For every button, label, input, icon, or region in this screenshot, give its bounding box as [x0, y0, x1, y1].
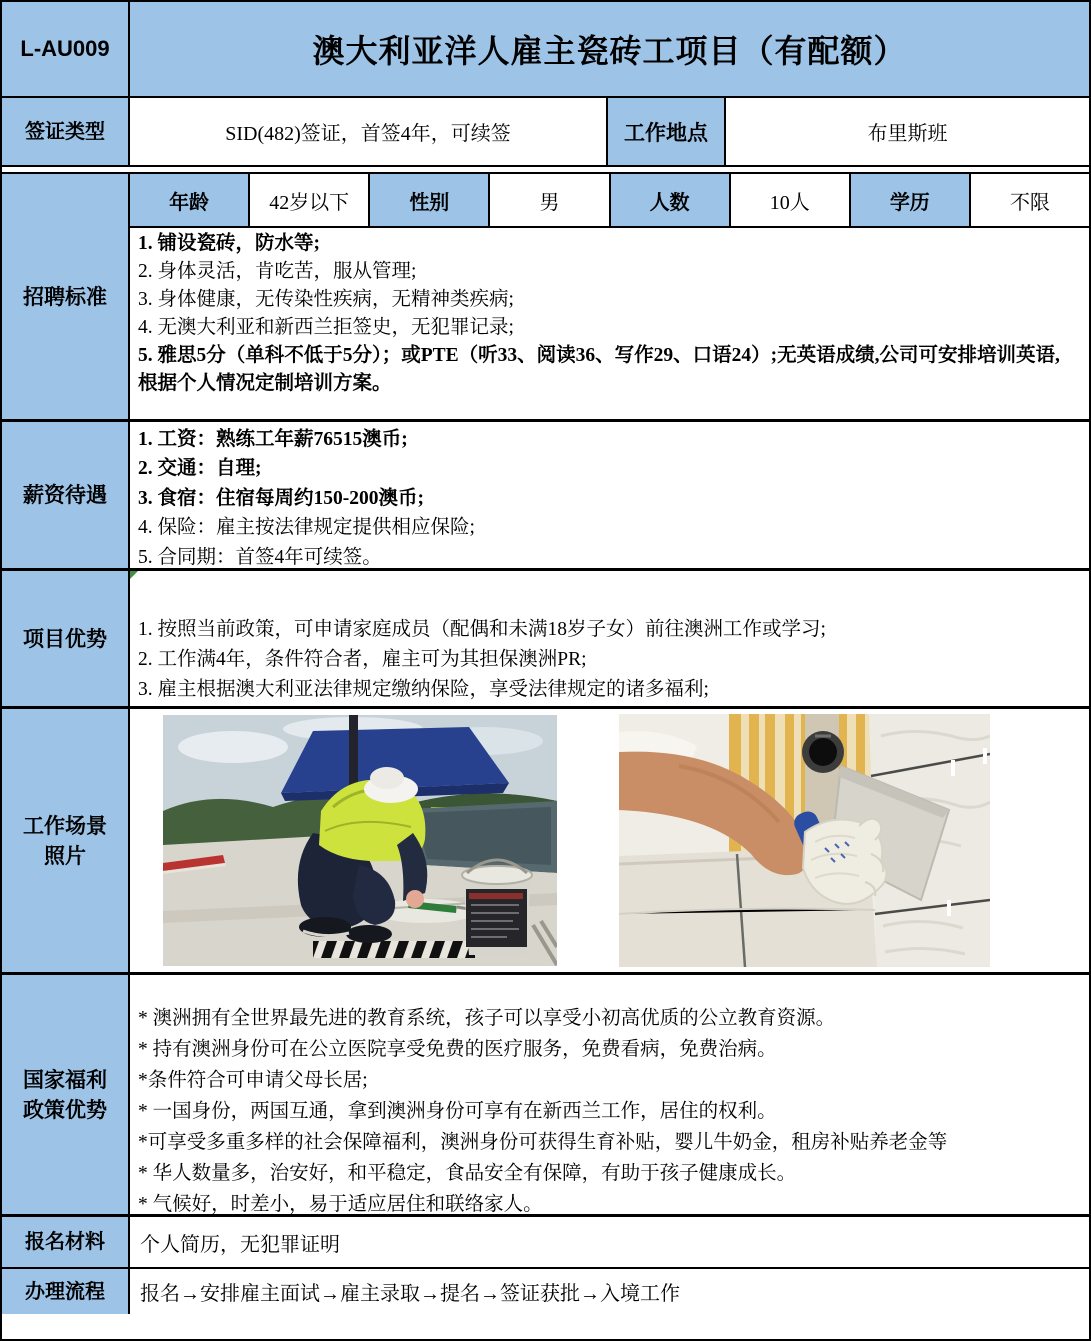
welfare-item: *条件符合可申请父母长居;: [138, 1070, 368, 1091]
salary-item: 4. 保险：雇主按法律规定提供相应保险;: [138, 517, 475, 538]
visa-row: [2, 98, 1089, 167]
headcount-value: 10人: [731, 174, 851, 226]
requirement-item: 3. 身体健康，无传染性疾病，无精神类疾病;: [138, 289, 514, 310]
requirement-item: 4. 无澳大利亚和新西兰拒签史，无犯罪记录;: [138, 317, 514, 338]
requirements-content: [130, 228, 1089, 419]
advantages-label: 项目优势: [2, 571, 130, 706]
salary-content: [130, 422, 1089, 568]
welfare-label-line1: 国家福利: [23, 1067, 107, 1092]
cell-corner-indicator: [130, 571, 138, 579]
gender-value: 男: [490, 174, 610, 226]
requirements-section: [2, 172, 1089, 422]
requirements-label: 招聘标准: [2, 174, 130, 419]
welfare-item: * 华人数量多，治安好，和平稳定，食品安全有保障，有助于孩子健康成长。: [138, 1163, 797, 1184]
requirement-item: 2. 身体灵活，肯吃苦，服从管理;: [138, 261, 417, 282]
salary-section: [2, 422, 1089, 571]
advantages-section: [2, 571, 1089, 709]
work-location-value: 布里斯班: [867, 123, 948, 145]
welfare-item: * 澳洲拥有全世界最先进的教育系统，孩子可以享受小初高优质的公立教育资源。: [138, 1008, 836, 1029]
advantage-item: 2. 工作满4年，条件符合者，雇主可为其担保澳洲PR;: [138, 649, 587, 670]
advantage-item: 3. 雇主根据澳大利亚法律规定缴纳保险，享受法律规定的诸多福利;: [138, 679, 709, 700]
visa-type-label: 签证类型: [2, 98, 130, 165]
salary-label: 薪资待遇: [2, 422, 130, 568]
process-label: 办理流程: [2, 1269, 130, 1314]
welfare-item: *可享受多重多样的社会保障福利，澳洲身份可获得生育补贴，婴儿牛奶金，租房补贴养老金等: [138, 1132, 948, 1153]
welfare-item: * 气候好，时差小，易于适应居住和联络家人。: [138, 1194, 543, 1215]
welfare-item: * 一国身份，两国互通，拿到澳洲身份可享有在新西兰工作，居住的权利。: [138, 1101, 777, 1122]
welfare-section: [2, 975, 1089, 1217]
salary-item: 5. 合同期：首签4年可续签。: [138, 546, 382, 568]
visa-type-value: SID(482)签证，首签4年，可续签: [130, 98, 608, 165]
age-label: 年龄: [130, 174, 250, 226]
gender-label: 性别: [370, 174, 490, 226]
page-title: 澳大利亚洋人雇主瓷砖工项目（有配额）: [130, 2, 1089, 96]
process-row: [2, 1269, 1089, 1314]
wall-tile-installation-photo: [619, 714, 990, 967]
welfare-item: * 持有澳洲身份可在公立医院享受免费的医疗服务，免费看病，免费治病。: [138, 1039, 777, 1060]
welfare-label: [2, 975, 130, 1214]
salary-item: 1. 工资：熟练工年薪76515澳币;: [138, 428, 408, 450]
welfare-label-line2: 政策优势: [23, 1097, 107, 1122]
title-row: [2, 2, 1089, 98]
materials-value: 个人简历，无犯罪证明: [140, 1233, 340, 1256]
photos-content: [130, 709, 1089, 972]
rooftop-waterproofing-photo: [163, 715, 557, 966]
attributes-row: [130, 174, 1089, 228]
salary-item: 2. 交通：自理;: [138, 458, 262, 479]
photos-label: [2, 709, 130, 972]
salary-item: 3. 食宿：住宿每周约150-200澳币;: [138, 487, 424, 509]
photos-label-line2: 照片: [44, 843, 86, 868]
work-location-label: 工作地点: [608, 98, 726, 165]
project-code: L-AU009: [2, 2, 130, 96]
age-value: 42岁以下: [250, 174, 370, 226]
materials-row: [2, 1217, 1089, 1269]
welfare-content: [130, 975, 1089, 1214]
education-label: 学历: [851, 174, 971, 226]
photos-section: [2, 709, 1089, 975]
education-value: 不限: [1009, 191, 1050, 214]
advantages-content: [130, 571, 1089, 706]
photos-label-line1: 工作场景: [23, 813, 107, 838]
materials-label: 报名材料: [2, 1217, 130, 1267]
requirement-item: 5. 雅思5分（单科不低于5分）；或PTE（听33、阅读36、写作29、口语24）;无英语成绩,公司可安排培训英语,根据个人情况定制培训方案。: [138, 345, 1060, 394]
requirement-item: 1. 铺设瓷砖，防水等;: [138, 233, 320, 254]
advantage-item: 1. 按照当前政策，可申请家庭成员（配偶和未满18岁子女）前往澳洲工作或学习;: [138, 619, 826, 640]
process-value: 报名→安排雇主面试→雇主录取→提名→签证获批→入境工作: [140, 1283, 680, 1305]
headcount-label: 人数: [611, 174, 731, 226]
